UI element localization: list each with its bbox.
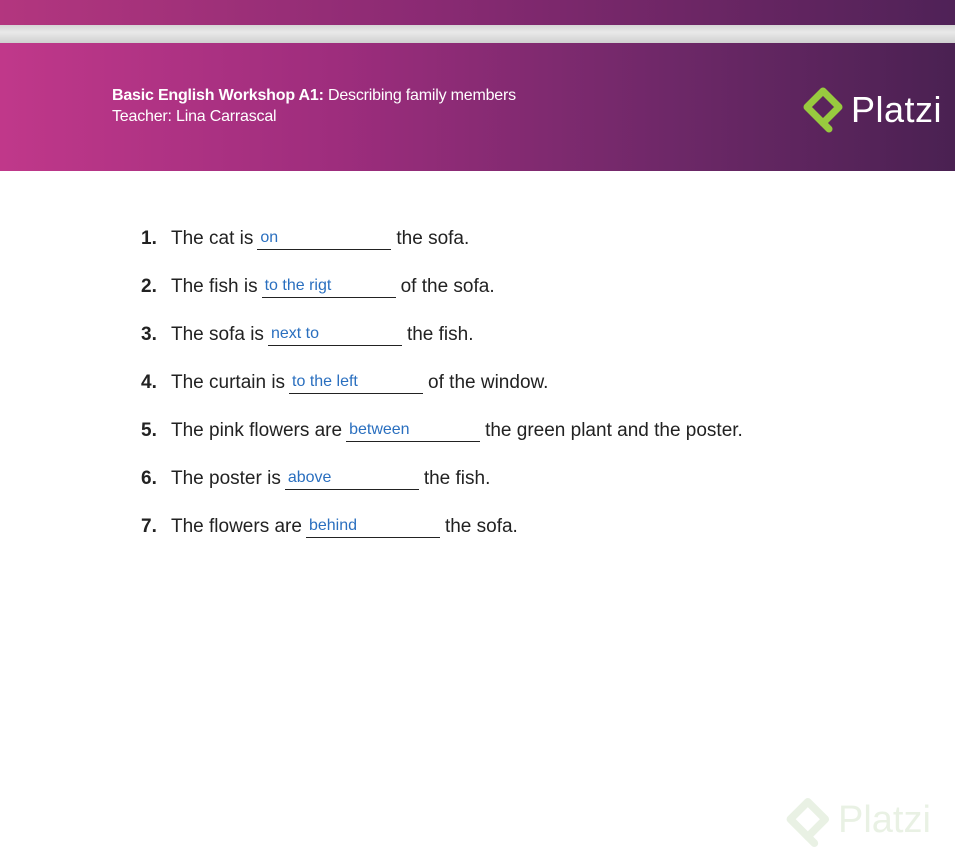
exercise-item [141,270,495,298]
logo-text: Platzi [851,89,943,130]
item-text-after: the sofa. [444,516,518,537]
item-text-after: the sofa. [396,228,470,249]
item-text-after: of the sofa. [400,276,495,297]
platzi-logo-icon [803,85,847,135]
item-number: 2. [141,276,157,297]
watermark-text: Platzi [838,799,931,841]
item-text-before: The cat is [171,228,254,249]
exercise-item [141,510,518,538]
answer-text: on [260,229,279,246]
title-bold: Basic English Workshop A1: [112,87,324,104]
item-text-after: the fish. [406,324,474,345]
title-rest: Describing family members [323,87,516,104]
answer-blank[interactable] [346,421,480,442]
answer-blank[interactable] [306,517,440,538]
item-text-after: the fish. [423,468,491,489]
teacher-name: Teacher: Lina Carrascal [112,108,277,125]
item-text-before: The curtain is [171,372,286,393]
answer-blank[interactable] [268,325,402,346]
answer-blank[interactable] [257,229,391,250]
answer-text: behind [308,517,357,534]
exercise-item [141,222,469,250]
page-divider [0,25,955,43]
answer-blank[interactable] [289,373,423,394]
item-text-before: The flowers are [171,516,302,537]
platzi-logo-icon [786,795,834,850]
platzi-logo [803,85,953,135]
answer-blank[interactable] [285,469,419,490]
item-text-before: The fish is [171,276,258,297]
exercise-item [141,414,743,442]
item-text-after: the green plant and the poster. [485,420,743,441]
answer-text: next to [270,325,319,342]
answer-text: above [287,469,332,486]
platzi-watermark [786,795,951,850]
item-number: 5. [141,420,157,441]
item-text-before: The pink flowers are [171,420,343,441]
item-text-before: The poster is [171,468,281,489]
exercise-item [141,366,548,394]
answer-text: between [349,421,410,438]
exercise-item [141,318,473,346]
item-number: 3. [141,324,157,345]
answer-text: to the left [292,373,358,390]
item-number: 1. [141,228,157,249]
item-number: 7. [141,516,157,537]
item-text-before: The sofa is [171,324,264,345]
worksheet-title [112,87,516,105]
answer-blank[interactable] [262,277,396,298]
item-text-after: of the window. [428,372,549,393]
answer-text: to the rigt [264,277,332,294]
top-strip [0,0,955,25]
item-number: 6. [141,468,157,489]
exercise-item [141,462,490,490]
item-number: 4. [141,372,157,393]
